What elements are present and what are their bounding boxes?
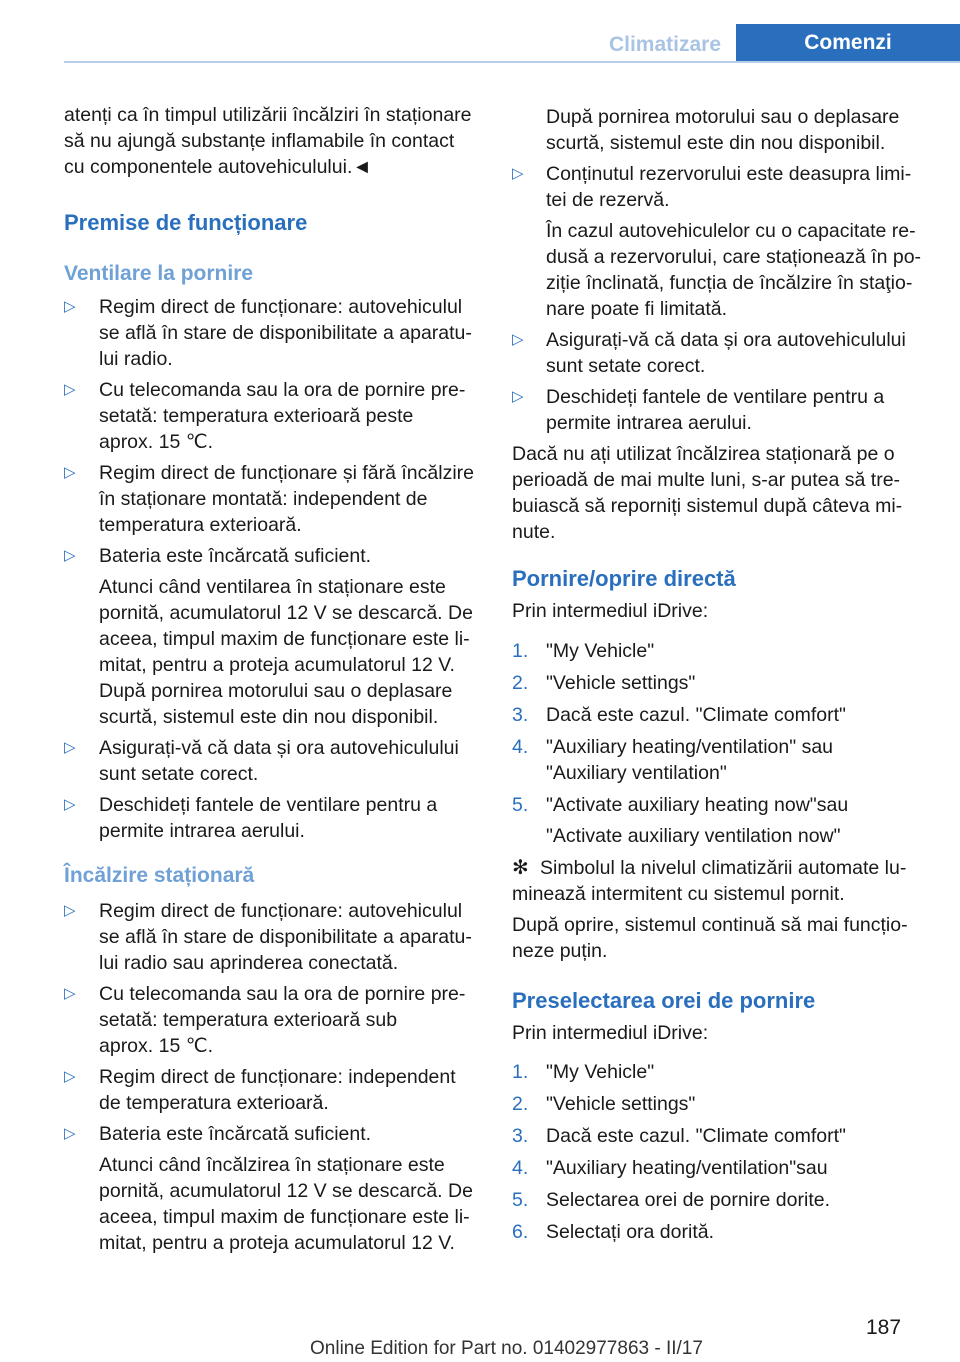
paragraph-line: pornită, acumulatorul 12 V se descarcă. De: [99, 1180, 473, 1202]
bullet-triangle-icon: ▷: [64, 1068, 76, 1085]
step-text: "Activate auxiliary ventilation now": [546, 825, 841, 847]
heading-aux-heating: Încălzire staționară: [64, 864, 255, 887]
paragraph-line: nare poate fi limitată.: [546, 298, 728, 320]
list-item-line: sunt setate corect.: [546, 355, 706, 377]
paragraph-line: mitat, pentru a proteja acumulatorul 12 V.: [99, 1232, 455, 1254]
step-text: "My Vehicle": [546, 640, 655, 662]
list-item-line: Regim direct de funcționare: autovehiculul: [99, 296, 463, 318]
step-text: "Auxiliary heating/ventilation" sau: [546, 736, 834, 758]
list-item-line: Asigurați-vă că data și ora autovehiculului: [99, 737, 459, 759]
paragraph-line: aceea, timpul maxim de funcționare este li‐: [99, 628, 470, 650]
paragraph-line: pornită, acumulatorul 12 V se descarcă. De: [99, 602, 473, 624]
bullet-triangle-icon: ▷: [512, 165, 524, 182]
bullet-triangle-icon: ▷: [64, 547, 76, 564]
list-item-line: permite intrarea aerului.: [546, 412, 752, 434]
paragraph-line: Simbolul la nivelul climatizării automate lu‐: [540, 857, 907, 879]
step-text: "My Vehicle": [546, 1061, 655, 1083]
step-text: "Auxiliary heating/ventilation"sau: [546, 1157, 828, 1179]
step-number: 2.: [512, 1093, 529, 1115]
list-item-line: de temperatura exterioară.: [99, 1092, 329, 1114]
heading-ventilation: Ventilare la pornire: [64, 262, 254, 285]
paragraph-line: minează intermitent cu sistemul pornit.: [512, 883, 845, 905]
list-item-line: Asigurați-vă că data și ora autovehiculului: [546, 329, 906, 351]
paragraph-line: dusă a rezervorului, care staționează în po‐: [546, 246, 922, 268]
bullet-triangle-icon: ▷: [64, 464, 76, 481]
step-number: 1.: [512, 640, 529, 662]
paragraph-line: Atunci când încălzirea în staționare este: [99, 1154, 445, 1176]
bullet-triangle-icon: ▷: [512, 388, 524, 405]
list-item-line: aprox. 15 ℃.: [99, 1035, 214, 1057]
heading-prerequisites: Premise de funcționare: [64, 210, 308, 235]
list-item-line: în staționare montată: independent de: [99, 488, 428, 510]
intro-line: să nu ajungă substanțe inflamabile în contact: [64, 130, 455, 152]
footer-edition: Online Edition for Part no. 01402977863 - II/17: [310, 1338, 703, 1359]
list-item-line: Deschideți fantele de ventilare pentru a: [99, 794, 438, 816]
bullet-triangle-icon: ▷: [64, 902, 76, 919]
list-item-line: tei de rezervă.: [546, 189, 670, 211]
step-number: 4.: [512, 736, 529, 758]
header-rule: [64, 61, 960, 63]
tab-chapter[interactable]: Comenzi: [736, 24, 960, 62]
list-item-line: Regim direct de funcționare și fără încălzire: [99, 462, 475, 484]
paragraph-line: După oprire, sistemul continuă să mai funcțio‐: [512, 914, 908, 936]
paragraph-line: buiască să reporniți sistemul după câteva mi‐: [512, 495, 903, 517]
step-text: Dacă este cazul. "Climate comfort": [546, 1125, 846, 1147]
list-item-line: se află în stare de disponibilitate a aparatu‐: [99, 926, 472, 948]
paragraph-line: scurtă, sistemul este din nou disponibil.: [99, 706, 439, 728]
list-item-line: Conținutul rezervorului este deasupra limi‐: [546, 163, 912, 185]
tab-section[interactable]: Climatizare: [594, 28, 736, 62]
bullet-triangle-icon: ▷: [64, 298, 76, 315]
list-item-line: permite intrarea aerului.: [99, 820, 305, 842]
step-text: "Auxiliary ventilation": [546, 762, 727, 784]
bullet-triangle-icon: ▷: [64, 985, 76, 1002]
fan-icon: ✻: [512, 857, 529, 879]
step-number: 3.: [512, 1125, 529, 1147]
step-text: Dacă este cazul. "Climate comfort": [546, 704, 846, 726]
paragraph-line: După pornirea motorului sau o deplasare: [99, 680, 453, 702]
page-number: 187: [866, 1316, 902, 1339]
list-item-line: Regim direct de funcționare: autovehiculul: [99, 900, 463, 922]
bullet-triangle-icon: ▷: [512, 331, 524, 348]
step-number: 3.: [512, 704, 529, 726]
bullet-triangle-icon: ▷: [64, 381, 76, 398]
step-text: "Vehicle settings": [546, 1093, 696, 1115]
step-text: "Vehicle settings": [546, 672, 696, 694]
paragraph-line: Atunci când ventilarea în staționare este: [99, 576, 446, 598]
list-item-line: Regim direct de funcționare: independent: [99, 1066, 456, 1088]
step-text: Selectarea orei de pornire dorite.: [546, 1189, 830, 1211]
step-number: 4.: [512, 1157, 529, 1179]
list-item-line: sunt setate corect.: [99, 763, 259, 785]
bullet-triangle-icon: ▷: [64, 739, 76, 756]
step-number: 2.: [512, 672, 529, 694]
list-item-line: lui radio.: [99, 348, 173, 370]
list-item-line: aprox. 15 ℃.: [99, 431, 214, 453]
paragraph-line: ziție înclinată, funcția de încălzire în staţio‐: [546, 272, 913, 294]
paragraph-line: neze puțin.: [512, 940, 608, 962]
step-number: 5.: [512, 1189, 529, 1211]
list-item-line: Cu telecomanda sau la ora de pornire pre‐: [99, 379, 466, 401]
paragraph-line: După pornirea motorului sau o deplasare: [546, 106, 900, 128]
paragraph-line: aceea, timpul maxim de funcționare este li‐: [99, 1206, 470, 1228]
paragraph-line: În cazul autovehiculelor cu o capacitate re‐: [546, 220, 916, 242]
list-item-line: temperatura exterioară.: [99, 514, 302, 536]
list-item-line: se află în stare de disponibilitate a aparatu‐: [99, 322, 472, 344]
paragraph-line: mitat, pentru a proteja acumulatorul 12 V.: [99, 654, 455, 676]
step-number: 1.: [512, 1061, 529, 1083]
paragraph-line: Prin intermediul iDrive:: [512, 600, 709, 622]
step-text: "Activate auxiliary heating now"sau: [546, 794, 849, 816]
bullet-triangle-icon: ▷: [64, 796, 76, 813]
intro-line: cu componentele autovehiculului.◄: [64, 156, 372, 178]
list-item-line: setată: temperatura exterioară sub: [99, 1009, 398, 1031]
paragraph-line: nute.: [512, 521, 556, 543]
heading-preselect: Preselectarea orei de pornire: [512, 988, 816, 1013]
list-item-line: setată: temperatura exterioară peste: [99, 405, 414, 427]
list-item-line: Cu telecomanda sau la ora de pornire pre‐: [99, 983, 466, 1005]
list-item-line: Bateria este încărcată suficient.: [99, 545, 372, 567]
step-text: Selectați ora dorită.: [546, 1221, 715, 1243]
step-number: 5.: [512, 794, 529, 816]
paragraph-line: Dacă nu ați utilizat încălzirea staționară pe o: [512, 443, 895, 465]
heading-direct-start: Pornire/oprire directă: [512, 566, 736, 591]
paragraph-line: perioadă de mai multe luni, s-ar putea să tre‐: [512, 469, 901, 491]
list-item-line: lui radio sau aprinderea conectată.: [99, 952, 399, 974]
paragraph-line: scurtă, sistemul este din nou disponibil.: [546, 132, 886, 154]
list-item-line: Deschideți fantele de ventilare pentru a: [546, 386, 885, 408]
step-number: 6.: [512, 1221, 529, 1243]
intro-line: atenți ca în timpul utilizării încălziri în staționare: [64, 104, 472, 126]
paragraph-line: Prin intermediul iDrive:: [512, 1022, 709, 1044]
list-item-line: Bateria este încărcată suficient.: [99, 1123, 372, 1145]
bullet-triangle-icon: ▷: [64, 1125, 76, 1142]
